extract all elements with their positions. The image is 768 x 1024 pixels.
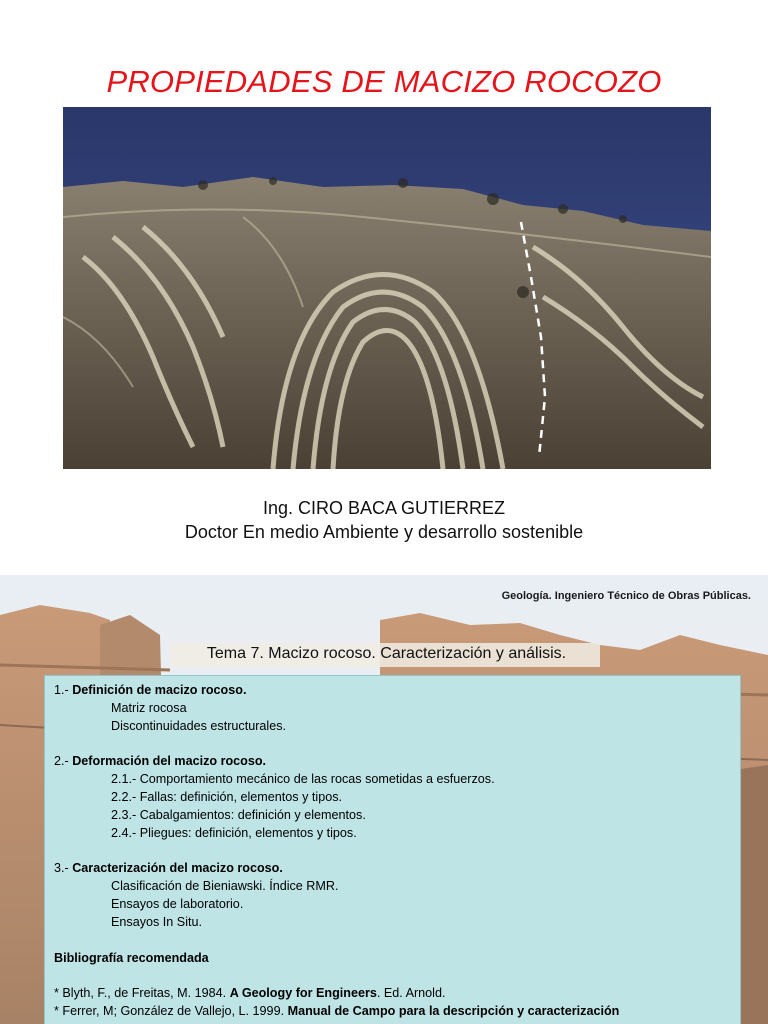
tema-title: Tema 7. Macizo rocoso. Caracterización y análisis.	[206, 645, 567, 662]
contents-panel	[44, 675, 741, 1024]
author-block	[0, 496, 768, 544]
author-degree: Doctor En medio Ambiente y desarrollo sostenible	[184, 522, 584, 542]
slide-2	[0, 575, 768, 1024]
list-item: 2.2.- Fallas: definición, elementos y tipos.	[111, 789, 342, 804]
list-item: Ensayos de laboratorio.	[111, 896, 244, 911]
bibliography-heading: Bibliografía recomendada	[54, 950, 209, 965]
slide-title: PROPIEDADES DE MACIZO ROCOZO	[106, 64, 662, 99]
author-name: Ing. CIRO BACA GUTIERREZ	[262, 498, 506, 518]
reference-2: * Ferrer, M; González de Vallejo, L. 1999. Manual de Campo para la descripción y caracterización	[54, 1004, 620, 1019]
list-item: Matriz rocosa	[111, 700, 187, 715]
list-item: Clasificación de Bieniawski. Índice RMR.	[111, 879, 339, 894]
list-item: 2.1.- Comportamiento mecánico de las rocas sometidas a esfuerzos.	[111, 772, 495, 787]
list-item: 2.4.- Pliegues: definición, elementos y tipos.	[111, 825, 357, 840]
course-label: Geología. Ingeniero Técnico de Obras Públicas.	[501, 590, 751, 602]
section-1-heading: 1.- Definición de macizo rocoso.	[54, 683, 247, 697]
list-item: Ensayos In Situ.	[111, 914, 203, 929]
list-item: Discontinuidades estructurales.	[111, 718, 287, 733]
section-3-heading: 3.- Caracterización del macizo rocoso.	[54, 861, 283, 876]
folded-rock-photo	[63, 107, 711, 469]
section-2-heading: 2.- Deformación del macizo rocoso.	[54, 754, 267, 769]
reference-1: * Blyth, F., de Freitas, M. 1984. A Geology for Engineers. Ed. Arnold.	[54, 986, 446, 1001]
list-item: 2.3.- Cabalgamientos: definición y elementos.	[111, 807, 366, 822]
